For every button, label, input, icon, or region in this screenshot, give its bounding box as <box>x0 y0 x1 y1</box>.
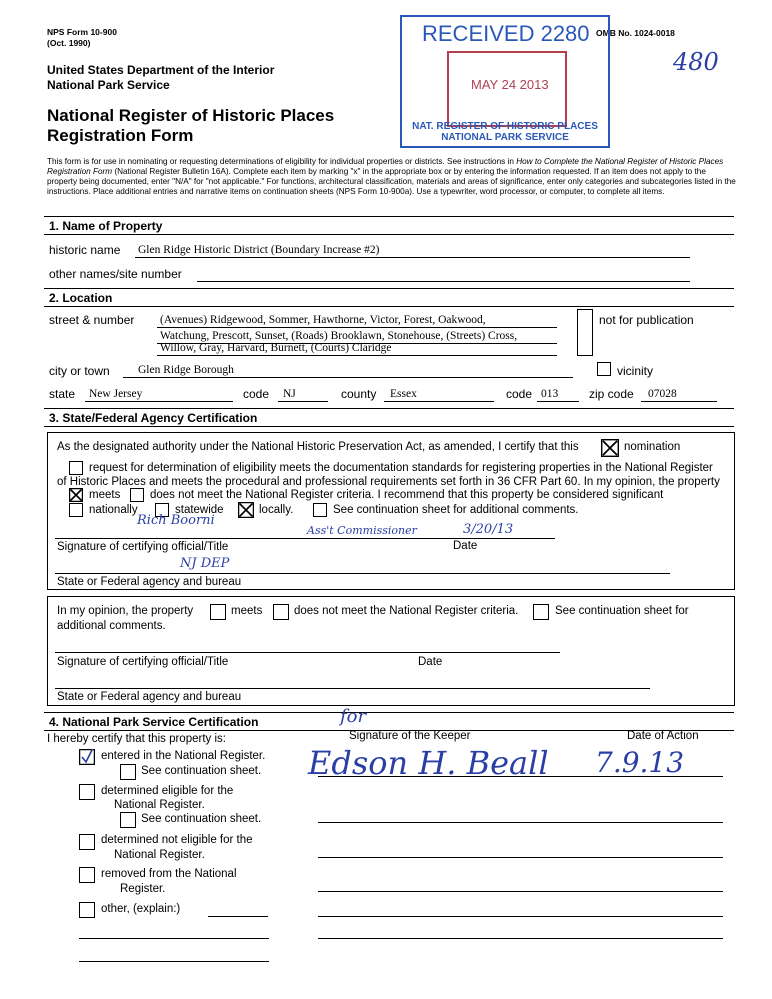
keeper-rule-6 <box>318 938 723 939</box>
hw-signature: Rich Boorni <box>137 513 215 528</box>
service-name: National Park Service <box>47 78 170 92</box>
action-label: Date of Action <box>627 730 699 742</box>
form-title-line2: Registration Form <box>47 126 194 145</box>
code-field[interactable]: NJ <box>283 388 296 400</box>
meets-label: meets <box>89 489 121 501</box>
agency2-line <box>55 688 650 689</box>
see-continuation-label: See continuation sheet for additional comments. <box>333 504 579 516</box>
entered-label: entered in the National Register. <box>101 750 266 762</box>
zip-line <box>641 401 717 402</box>
det-not-label-1: determined not eligible for the <box>101 834 253 846</box>
opinion-meets-label: meets <box>231 605 263 617</box>
cert-line2: request for determination of eligibility meets the documentation standards for registering properties in the National Register <box>89 462 713 474</box>
other-field-2[interactable] <box>79 938 269 939</box>
nomination-checkbox[interactable] <box>601 439 619 457</box>
not-for-publication-label: not for publication <box>599 313 694 327</box>
county-label: county <box>341 387 377 401</box>
opinion-see-cont-checkbox[interactable] <box>533 604 549 620</box>
received-stamp <box>400 15 610 148</box>
stamp-received: RECEIVED 2280 <box>422 21 590 46</box>
det-not-label-2: National Register. <box>114 849 205 861</box>
entered-checkbox[interactable] <box>79 749 95 765</box>
handwritten-number: 480 <box>673 48 719 76</box>
street-line3[interactable]: Willow, Gray, Harvard, Burnett, (Courts) Claridge <box>160 342 392 354</box>
cert-line3: of Historic Places and meets the procedural and professional requirements set forth in 36 CFR Part 60. In my opinion, the property <box>57 476 720 488</box>
omb-number: OMB No. 1024-0018 <box>596 28 675 38</box>
nationally-label: nationally <box>89 504 138 516</box>
county-code-label: code <box>506 387 533 401</box>
state-line <box>85 401 233 402</box>
agency-label: State or Federal agency and bureau <box>57 576 242 588</box>
section3-rule-bottom <box>44 426 734 427</box>
section1-heading: 1. Name of Property <box>49 219 163 233</box>
street-rule-3 <box>157 355 557 356</box>
other-checkbox[interactable] <box>79 902 95 918</box>
removed-label-1: removed from the National <box>101 868 237 880</box>
see-cont2-label: See continuation sheet. <box>141 813 262 825</box>
hw-title: Ass't Commissioner <box>307 524 417 537</box>
stamp-date-box <box>447 51 567 127</box>
see-continuation-checkbox[interactable] <box>313 503 327 517</box>
intro-text-italic: How to Complete the National Register of Historic Places Registration Form <box>47 157 724 176</box>
other-field[interactable] <box>208 916 268 917</box>
sig-line <box>55 538 555 539</box>
stamp-date: MAY 24 2013 <box>471 77 549 92</box>
keeper-rule-4 <box>318 891 723 892</box>
street-label: street & number <box>49 313 135 327</box>
statewide-label: statewide <box>175 504 224 516</box>
county-code-field[interactable]: 013 <box>541 388 559 400</box>
certify-line: I hereby certify that this property is: <box>47 733 226 745</box>
sig-label: Signature of certifying official/Title <box>57 541 229 553</box>
date-label: Date <box>453 540 478 552</box>
city-field[interactable]: Glen Ridge Borough <box>138 364 234 376</box>
zip-field[interactable]: 07028 <box>648 388 677 400</box>
section3-rule <box>44 408 734 409</box>
keeper-rule-5 <box>318 916 723 917</box>
section2-heading: 2. Location <box>49 291 113 305</box>
historic-name-line <box>135 257 690 258</box>
code-line <box>278 401 328 402</box>
section4-rule <box>44 712 734 713</box>
intro-text-a: This form is for use in nominating or requesting determinations of eligibility for individual properties or districts. See instructions in <box>47 157 517 166</box>
street-line2[interactable]: Watchung, Prescott, Sunset, (Roads) Brooklawn, Stonehouse, (Streets) Cross, <box>160 330 518 342</box>
historic-name-field[interactable]: Glen Ridge Historic District (Boundary Increase #2) <box>138 244 380 256</box>
opinion-not-meet-label: does not meet the National Register criteria. <box>294 605 519 617</box>
other-label: other, (explain:) <box>101 903 181 915</box>
form-title-line1: National Register of Historic Places <box>47 106 335 125</box>
removed-label-2: Register. <box>120 883 166 895</box>
hw-action-date: 7.9.13 <box>595 746 685 779</box>
det-eligible-checkbox[interactable] <box>79 784 95 800</box>
agency-line <box>55 573 670 574</box>
keeper-rule-2 <box>318 822 723 823</box>
state-label: state <box>49 387 76 401</box>
opinion-text: In my opinion, the property <box>57 605 194 617</box>
locally-label: locally. <box>259 504 294 516</box>
historic-name-label: historic name <box>49 243 121 257</box>
section3-heading: 3. State/Federal Agency Certification <box>49 411 258 425</box>
section1-rule-bottom <box>44 234 734 235</box>
keeper-rule-1 <box>318 776 723 777</box>
department-name: United States Department of the Interior <box>47 63 275 77</box>
section2-rule <box>44 288 734 289</box>
hw-agency: NJ DEP <box>180 556 230 571</box>
street-rule-1 <box>157 327 557 328</box>
removed-checkbox[interactable] <box>79 867 95 883</box>
not-for-publication-checkbox[interactable] <box>577 309 593 356</box>
see-cont2-checkbox[interactable] <box>120 812 136 828</box>
section1-rule <box>44 216 734 217</box>
other-field-3[interactable] <box>79 961 269 962</box>
agency2-label: State or Federal agency and bureau <box>57 691 242 703</box>
county-field[interactable]: Essex <box>390 388 417 400</box>
zip-label: zip code <box>589 387 634 401</box>
keeper-label: Signature of the Keeper <box>349 730 471 742</box>
sig2-line <box>55 652 560 653</box>
other-names-field[interactable] <box>197 281 690 282</box>
other-names-label: other names/site number <box>49 267 182 281</box>
street-line1[interactable]: (Avenues) Ridgewood, Sommer, Hawthorne, Victor, Forest, Oakwood, <box>160 314 486 326</box>
section2-rule-bottom <box>44 306 734 307</box>
det-eligible-label-2: National Register. <box>114 799 205 811</box>
city-line <box>123 377 573 378</box>
hw-date: 3/20/13 <box>463 522 514 537</box>
state-field[interactable]: New Jersey <box>89 388 143 400</box>
code-label: code <box>243 387 270 401</box>
nationally-checkbox[interactable] <box>69 503 83 517</box>
opinion-additional: additional comments. <box>57 620 166 632</box>
opinion-meets-checkbox[interactable] <box>210 604 226 620</box>
vicinity-checkbox[interactable] <box>597 362 611 376</box>
opinion-not-meet-checkbox[interactable] <box>273 604 289 620</box>
nomination-label: nomination <box>624 441 681 453</box>
det-not-checkbox[interactable] <box>79 834 95 850</box>
stamp-line2: NATIONAL PARK SERVICE <box>441 132 569 143</box>
section4-heading: 4. National Park Service Certification <box>49 715 259 729</box>
stamp-line1: NAT. REGISTER OF HISTORIC PLACES <box>412 121 598 132</box>
form-date: (Oct. 1990) <box>47 38 91 48</box>
county-line <box>384 401 494 402</box>
intro-text <box>47 157 737 197</box>
keeper-rule-3 <box>318 857 723 858</box>
see-cont1-checkbox[interactable] <box>120 764 136 780</box>
hw-keeper-signature: Edson H. Beall <box>308 744 549 782</box>
request-checkbox[interactable] <box>69 461 83 475</box>
city-label: city or town <box>49 364 110 378</box>
det-eligible-label-1: determined eligible for the <box>101 785 234 797</box>
cert-line1: As the designated authority under the National Historic Preservation Act, as amended, I certify that this <box>57 441 579 453</box>
does-not-meet-checkbox[interactable] <box>130 488 144 502</box>
form-number: NPS Form 10-900 <box>47 27 117 37</box>
date2-label: Date <box>418 656 443 668</box>
locally-checkbox[interactable] <box>238 502 254 518</box>
intro-text-b: (National Register Bulletin 16A). Complete each item by marking "x" in the appropriate box or by entering the information requested. If an item does not apply to the property being documented, enter "N/A" for "not applicable." For functions, architectural classification, materials and areas of significance, enter only categories and subcategories listed in the instructions. Place additional entries and narrative items on continuation sheets (NPS Form 10-900a). Use a typewriter, word processor, or computer, to complete all items. <box>47 167 736 196</box>
meets-checkbox[interactable] <box>69 488 83 502</box>
opinion-see-cont-label: See continuation sheet for <box>555 605 689 617</box>
hw-for: for <box>340 706 367 727</box>
see-cont1-label: See continuation sheet. <box>141 765 262 777</box>
sig2-label: Signature of certifying official/Title <box>57 656 229 668</box>
does-not-meet-label: does not meet the National Register criteria. I recommend that this property be considered significant <box>150 489 664 501</box>
vicinity-label: vicinity <box>617 364 654 378</box>
county-code-line <box>537 401 579 402</box>
